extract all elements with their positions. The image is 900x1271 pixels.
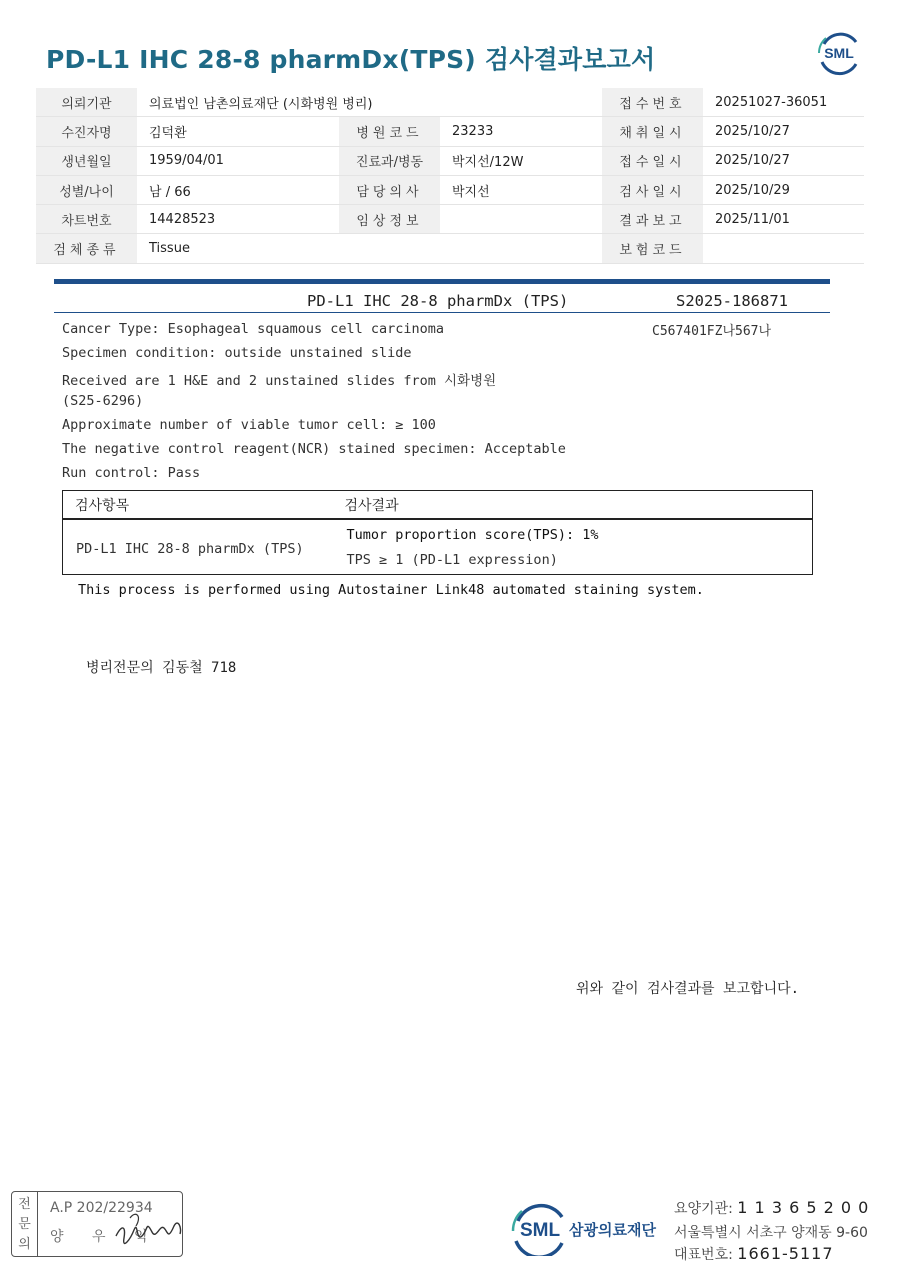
institution-value: 의료법인 남촌의료재단 (시화병원 병리): [137, 88, 602, 117]
report-line-viable-cells: Approximate number of viable tumor cell: ≥ 100: [62, 417, 436, 433]
result-table-header: [63, 491, 813, 520]
report-date-value: 2025/11/01: [703, 205, 864, 234]
sml-logo: [816, 30, 862, 76]
test-date-value: 2025/10/29: [703, 175, 864, 204]
report-title: PD-L1 IHC 28-8 pharmDx(TPS) 검사결과보고서: [46, 45, 656, 74]
doctor-label: 담당의사: [339, 175, 440, 204]
receipt-date-value: 2025/10/27: [703, 146, 864, 175]
address: [674, 1222, 868, 1242]
stamp-side-text: 전문의: [18, 1197, 31, 1252]
sml-footer-logo: [510, 1201, 570, 1256]
collection-date-value: 2025/10/27: [703, 117, 864, 146]
report-line-specimen-condition: Specimen condition: outside unstained slide: [62, 345, 412, 361]
result-tps-interpretation: TPS ≥ 1 (PD-L1 expression): [346, 551, 558, 568]
address-text: 서울특별시 서초구 양재동 9-60: [674, 1225, 868, 1241]
report-line-received: Received are 1 H&E and 2 unstained slides from 시화병원: [62, 373, 497, 389]
specimen-value: Tissue: [137, 234, 602, 263]
result-row: [63, 519, 813, 575]
report-line-case-no: (S25-6296): [62, 393, 144, 409]
specialist-stamp: [11, 1191, 183, 1257]
section-divider: [54, 279, 830, 284]
patient-value: 김덕환: [137, 117, 339, 146]
birth-value: 1959/04/01: [137, 146, 339, 175]
report-header: [54, 290, 830, 313]
patient-info-table: [36, 88, 864, 264]
specimen-label: 검체종류: [36, 234, 137, 263]
report-closing: 위와 같이 검사결과를 보고합니다.: [576, 981, 800, 997]
sex-age-label: 성별/나이: [36, 175, 137, 204]
department-value: 박지선/12W: [440, 146, 602, 175]
patient-label: 수진자명: [36, 117, 137, 146]
clinical-label: 임상정보: [339, 205, 440, 234]
clinical-value: [440, 205, 602, 234]
report-line-cancer-type: Cancer Type: Esophageal squamous cell carcinoma: [62, 321, 445, 337]
report-id: S2025-186871: [676, 292, 788, 310]
test-date-label: 검사일시: [602, 175, 703, 204]
stamp-name: 양 우 익: [50, 1229, 160, 1245]
phone-number: 1661-5117: [737, 1244, 834, 1263]
chart-value: 14428523: [137, 205, 339, 234]
receipt-no-value: 20251027-36051: [703, 88, 864, 117]
doctor-value: 박지선: [440, 175, 602, 204]
phone: [674, 1244, 834, 1264]
result-tps-score: Tumor proportion score(TPS): 1%: [346, 526, 599, 543]
nursing-number: 1 1 3 6 5 2 0 0: [737, 1198, 870, 1217]
hospital-code-value: 23233: [440, 117, 602, 146]
nursing-label: 요양기관:: [674, 1201, 733, 1217]
stamp-ap-number: A.P 202/22934: [50, 1200, 153, 1216]
department-label: 진료과/병동: [339, 146, 440, 175]
report-test-name: PD-L1 IHC 28-8 pharmDx (TPS): [307, 292, 569, 310]
sml-footer-logo-text: SML: [519, 1220, 561, 1241]
nursing-institution: [674, 1198, 869, 1218]
result-item: PD-L1 IHC 28-8 pharmDx (TPS): [76, 540, 304, 557]
stamp-side-label: [12, 1192, 38, 1256]
result-header-item: 검사항목: [75, 497, 130, 514]
report-line-ncr: The negative control reagent(NCR) stained specimen: Acceptable: [62, 441, 566, 457]
chart-label: 차트번호: [36, 205, 137, 234]
pathologist-signature: 병리전문의 김동철 718: [86, 660, 237, 676]
insurance-value: [703, 234, 864, 263]
report-line-run-control: Run control: Pass: [62, 465, 201, 481]
result-table: [62, 490, 813, 575]
hospital-code-label: 병원코드: [339, 117, 440, 146]
report-date-label: 결과보고: [602, 205, 703, 234]
specimen-code: C567401FZ나567나: [652, 324, 772, 339]
organization-name: 삼광의료재단: [569, 1221, 656, 1239]
result-header-result: 검사결과: [344, 497, 399, 514]
phone-label: 대표번호:: [674, 1247, 733, 1263]
sml-logo-text: SML: [824, 45, 854, 61]
sex-age-value: 남 / 66: [137, 175, 339, 204]
collection-date-label: 채취일시: [602, 117, 703, 146]
institution-label: 의뢰기관: [36, 88, 137, 117]
process-note: This process is performed using Autostainer Link48 automated staining system.: [78, 582, 704, 598]
receipt-no-label: 접수번호: [602, 88, 703, 117]
receipt-date-label: 접수일시: [602, 146, 703, 175]
handwritten-signature: [112, 1206, 184, 1252]
insurance-label: 보험코드: [602, 234, 703, 263]
birth-label: 생년월일: [36, 146, 137, 175]
